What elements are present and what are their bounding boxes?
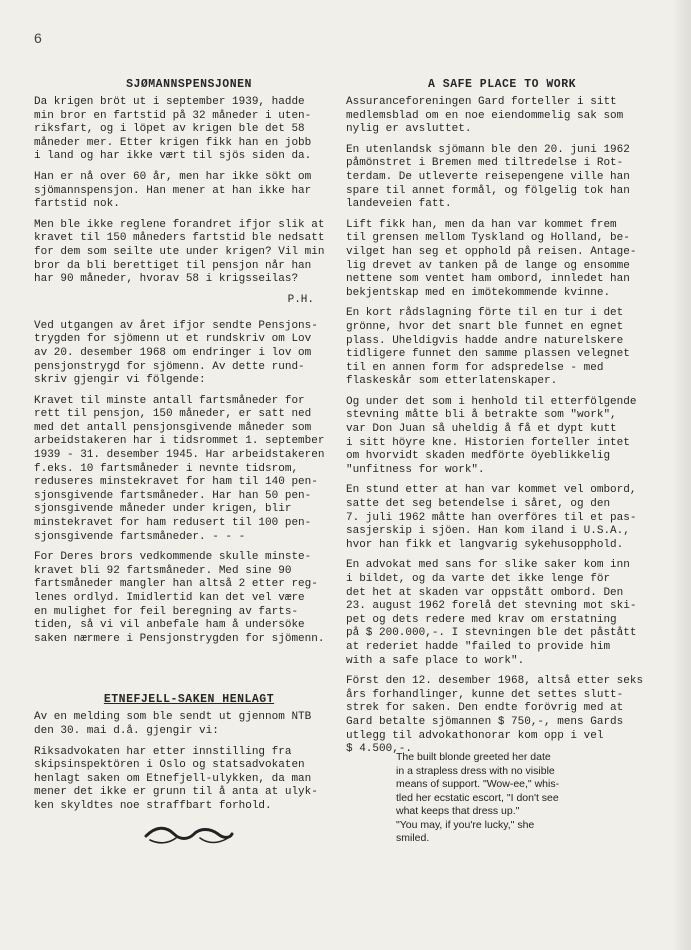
page-number: 6 [34,30,42,46]
paragraph: Og under det som i henhold til etterfölgende stevning måtte bli å betrakte som "work", var Don Juan så uheldig å få et dypt kutt i sitt höyre kne. Historien forteller intet om hvorvidt skaden medförte öyeblikkelig "unfitness for work". [346,395,637,476]
paragraph: En stund etter at han var kommet vel ombord, satte det seg betendelse i såret, og den 7. juli 1962 måtte han overföres til et pas- sasjerskip i sjöen. Han kom iland i U.S.A., hvor han fikk et langvarig sykehusopphold. [346,484,637,551]
paragraph: Da krigen bröt ut i september 1939, hadde min bror en fartstid på 32 måneder i uten- riksfart, og i löpet av krigen ble det 58 måneder mer. Etter krigen fikk han en jobb i land og har ikke vært til sjös siden da. [34,96,312,163]
right-column [346,78,658,764]
paragraph: En utenlandsk sjömann ble den 20. juni 1962 påmönstret i Bremen med tiltredelse i Rot- terdam. De utleverte reisepengene ville han spare til annet formål, og fölgelig tok han landeveien fatt. [346,143,630,211]
joke-box: The built blonde greeted her date in a strapless dress with no visible means of support. "Wow-ee," whis- tled her ecstatic escort, "I don't see what keeps that dress up." "You may, if you're lucky," she smiled. [396,751,560,844]
paragraph: Men ble ikke reglene forandret ifjor slik at kravet til 150 måneders fartstid ble nedsatt for dem som seilte ute under krigen? Vil min bror da bli berettiget til pensjon når han har 90 måneder, hvorav 58 i krigsseilas? [34,218,325,286]
paragraph: Riksadvokaten har etter innstilling fra skipsinspektören i Oslo og statsadvokaten henlagt saken om Etnefjell-ulykken, da man mener det ikke er grunn til å anta at ulyk- ken skyldtes noe straffbart forhold. [34,745,318,812]
paragraph: Av en melding som ble sendt ut gjennom NTB den 30. mai d.å. gjengir vi: [34,711,312,737]
page-edge-shadow [671,0,691,950]
paragraph: En kort rådslagning förte til en tur i det grönne, hvor det snart ble funnet en egnet plass. Uheldigvis hadde andre naturelskere tidligere funnet den samme plassen velegnet til en annen form for adspredelse - med flaskeskår som etterlatenskaper. [346,307,630,388]
paragraph: Först den 12. desember 1968, altså etter seks års forhandlinger, kunne det settes slutt- strek for saken. Den endte forövrig med at Gard betalte sjömannen $ 750,-, mens Gards utlegg til advokathonorar kom opp i vel $ 4.500,-. [346,675,644,756]
decorative-flourish-icon [144,824,344,851]
spacer [34,653,344,693]
article-title-etnefjell: ETNEFJELL-SAKEN HENLAGT [103,693,275,707]
paragraph: For Deres brors vedkommende skulle minste- kravet bli 92 fartsmåneder. Med sine 90 fartsmåneder mangler han altså 2 etter reg- lenes ordlyd. Imidlertid kan det vel være en mulighet for feil beregning av farts- tiden, så vi vil anbefale ham å undersöke saken nærmere i Pensjonstrygden for sjömenn. [34,551,325,645]
paragraph: Ved utgangen av året ifjor sendte Pensjons- trygden for sjömenn ut et rundskriv om Lov av 20. desember 1968 om endringer i lov om pensjonstrygd for sjömenn. Av dette rund- skriv gjengir vi fölgende: [34,319,318,387]
left-column [34,78,344,851]
paragraph: Assuranceforeningen Gard forteller i sitt medlemsblad om en noe eiendommelig sak som nylig er avsluttet. [346,96,624,136]
article-title-sjomannspensjonen: SJØMANNSPENSJONEN [126,78,252,91]
article-title-safe-place: A SAFE PLACE TO WORK [427,78,577,91]
paragraph: Han er nå over 60 år, men har ikke sökt om sjömannspensjon. Han mener at han ikke har fartstid nok. [34,170,312,211]
paragraph: Kravet til minste antall fartsmåneder for rett til pensjon, 150 måneder, er satt ned med det antall pensjonsgivende måneder som arbeidstakeren har i tidsrommet 1. september 1939 - 31. desember 1945. Har arbeidstakeren f.eks. 10 fartsmåneder i nevnte tidsrom, reduseres minstekravet for ham til 140 pen- sjonsgivende fartsmåneder. Har han 50 pen- sjonsgivende måneder under krigen, blir minstekravet for ham redusert til 100 pen- sjonsgivende fartsmåneder. - - - [34,394,325,543]
paragraph: Lift fikk han, men da han var kommet frem til grensen mellom Tyskland og Holland, be- vilget han seg et opphold på reisen. Antage- lig drevet av tanken på de lange og ensomme nettene som ventet ham ombord, innledet han bekjentskap med en imötekommende kvinne. [346,218,637,299]
signature: P.H. [287,293,314,306]
paragraph: En advokat med sans for slike saker kom inn i bildet, og da varte det ikke lenge för det het at skaden var oppstått ombord. Den 23. august 1962 forelå det stevning mot ski- pet og dets redere med krav om erstatning på $ 200.000,-. I stevningen ble det påstått at rederiet hadde "failed to provide him with a safe place to work". [346,559,637,667]
